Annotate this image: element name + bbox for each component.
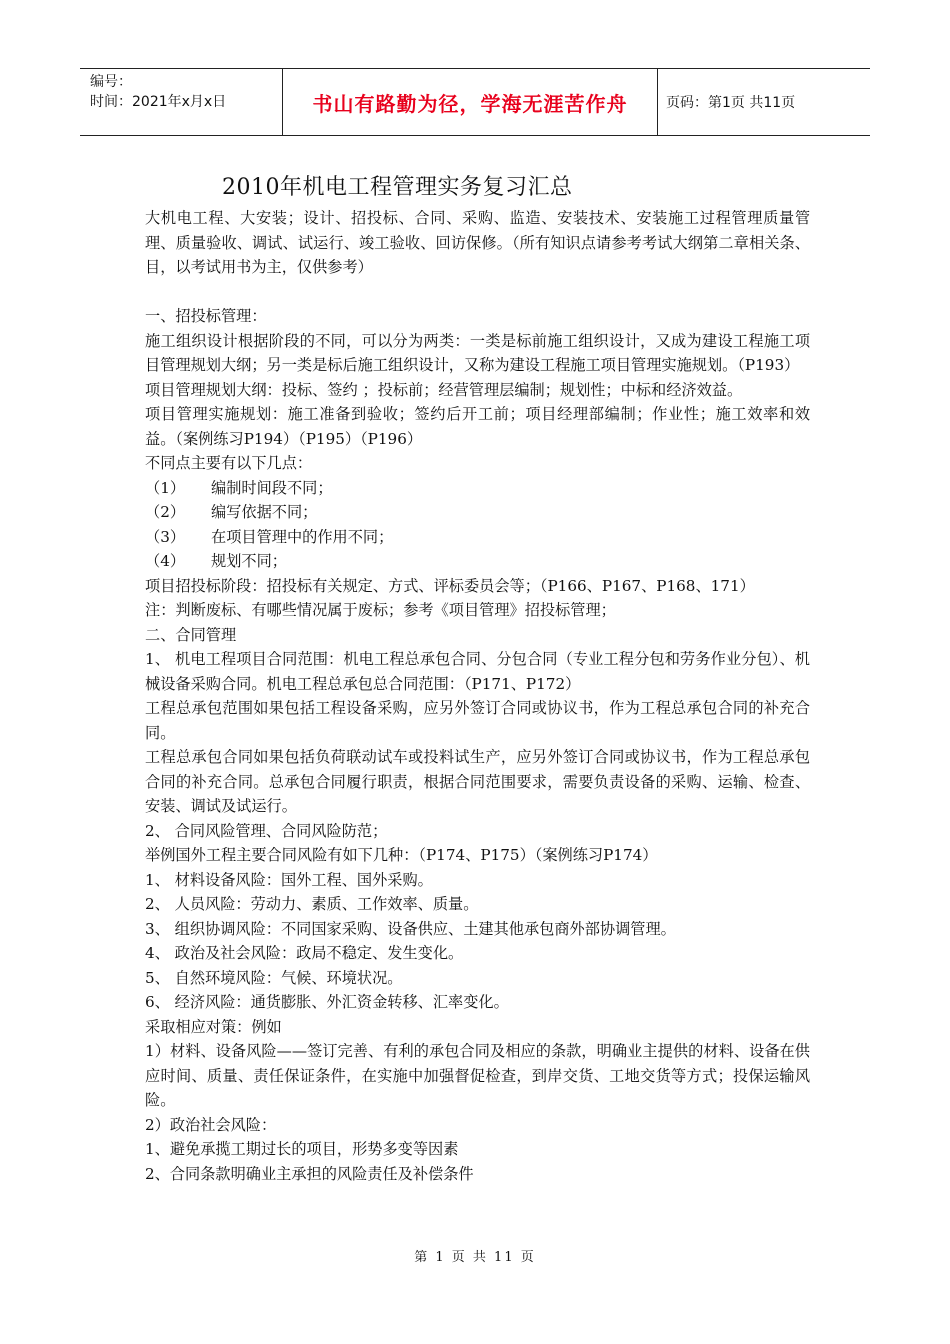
- list-item-text: 在项目管理中的作用不同；: [211, 527, 394, 546]
- list-item-number: （2）: [145, 503, 186, 521]
- body-paragraph: 1、避免承揽工期过长的项目，形势多变等因素: [145, 1140, 459, 1158]
- body-paragraph: 1、 机电工程项目合同范围：机电工程总承包合同、分包合同（专业工程分包和劳务作业分包）、机械设备采购合同。机电工程总承包总合同范围：（P171、P172）: [145, 650, 810, 693]
- body-paragraph: 项目招投标阶段：招投标有关规定、方式、评标委员会等；（P166、P167、P168、171）: [145, 576, 755, 595]
- body-paragraph: 采取相应对策：例如: [145, 1017, 282, 1036]
- list-item-text: 规划不同；: [211, 552, 287, 570]
- list-item-text: 编写依据不同；: [211, 503, 318, 521]
- list-item: [145, 476, 810, 501]
- list-item-number: （4）: [145, 552, 186, 570]
- page-footer: 第 1 页 共 11 页: [414, 1250, 536, 1265]
- intro-paragraph: 大机电工程、大安装；设计、招投标、合同、采购、监造、安装技术、安装施工过程管理质量管理、质量验收、调试、试运行、竣工验收、回访保修。（所有知识点请参考考试大纲第二章相关条、目，以考试用书为主，仅供参考）: [145, 209, 810, 276]
- page-info: 页码：第1页 共11页: [666, 95, 796, 111]
- list-item-number: （3）: [145, 527, 186, 546]
- body-paragraph: 2）政治社会风险：: [145, 1115, 277, 1134]
- body-paragraph: 2、 合同风险管理、合同风险防范；: [145, 821, 388, 840]
- header-page-cell: [658, 69, 870, 135]
- list-item-number: （1）: [145, 478, 186, 497]
- risk-item: 3、 组织协调风险：不同国家采购、设备供应、土建其他承包商外部协调管理。: [145, 919, 676, 938]
- body-paragraph: 2、合同条款明确业主承担的风险责任及补偿条件: [145, 1164, 474, 1183]
- motto-text: 书山有路勤为径，学海无涯苦作舟: [312, 91, 628, 116]
- risk-item: 6、 经济风险：通货膨胀、外汇资金转移、汇率变化。: [145, 993, 509, 1011]
- list-item: [145, 549, 810, 574]
- risk-item: 4、 政治及社会风险：政局不稳定、发生变化。: [145, 944, 464, 962]
- risk-item: 2、 人员风险：劳动力、素质、工作效率、质量。: [145, 895, 479, 913]
- list-item: [145, 500, 810, 525]
- section-heading: 二、合同管理: [145, 625, 237, 644]
- body-paragraph: 注：判断废标、有哪些情况属于废标；参考《项目管理》招投标管理；: [145, 601, 616, 619]
- blank-line: [145, 280, 810, 305]
- body-paragraph: 施工组织设计根据阶段的不同，可以分为两类：一类是标前施工组织设计，又成为建设工程施工项目管理规划大纲；另一类是标后施工组织设计，又称为建设工程施工项目管理实施规划。（P193）: [145, 331, 810, 374]
- body-paragraph: 不同点主要有以下几点：: [145, 454, 313, 472]
- body-paragraph: 工程总承包范围如果包括工程设备采购，应另外签订合同或协议书，作为工程总承包合同的补充合同。: [145, 699, 810, 742]
- body-paragraph: 工程总承包合同如果包括负荷联动试车或投料试生产，应另外签订合同或协议书，作为工程总承包合同的补充合同。总承包合同履行职责，根据合同范围要求，需要负责设备的采购、运输、检查、安装、调试及试运行。: [145, 748, 810, 815]
- number-label: 编号：: [90, 74, 132, 90]
- document-header: [80, 68, 870, 136]
- document-body: [145, 206, 810, 1186]
- list-item: [145, 525, 810, 550]
- body-paragraph: 1）材料、设备风险——签订完善、有利的承包合同及相应的条款，明确业主提供的材料、设备在供应时间、质量、责任保证条件，在实施中加强督促检查，到岸交货、工地交货等方式；投保运输风险。: [145, 1042, 810, 1109]
- header-meta-cell: [80, 69, 283, 135]
- body-paragraph: 项目管理规划大纲：投标、签约 ；投标前；经营管理层编制；规划性；中标和经济效益。: [145, 380, 743, 399]
- document-title: 2010年机电工程管理实务复习汇总: [222, 175, 573, 200]
- risk-item: 1、 材料设备风险：国外工程、国外采购。: [145, 870, 433, 889]
- body-paragraph: 举例国外工程主要合同风险有如下几种：（P174、P175）（案例练习P174）: [145, 846, 658, 864]
- list-item-text: 编制时间段不同；: [211, 478, 333, 497]
- body-paragraph: 项目管理实施规划：施工准备到验收；签约后开工前；项目经理部编制；作业性；施工效率和效益。（案例练习P194）（P195）（P196）: [145, 405, 810, 448]
- risk-item: 5、 自然环境风险：气候、环境状况。: [145, 968, 403, 987]
- header-motto-cell: [283, 69, 658, 135]
- time-label: 时间：2021年x月x日: [90, 94, 227, 110]
- section-heading: 一、招投标管理：: [145, 307, 267, 325]
